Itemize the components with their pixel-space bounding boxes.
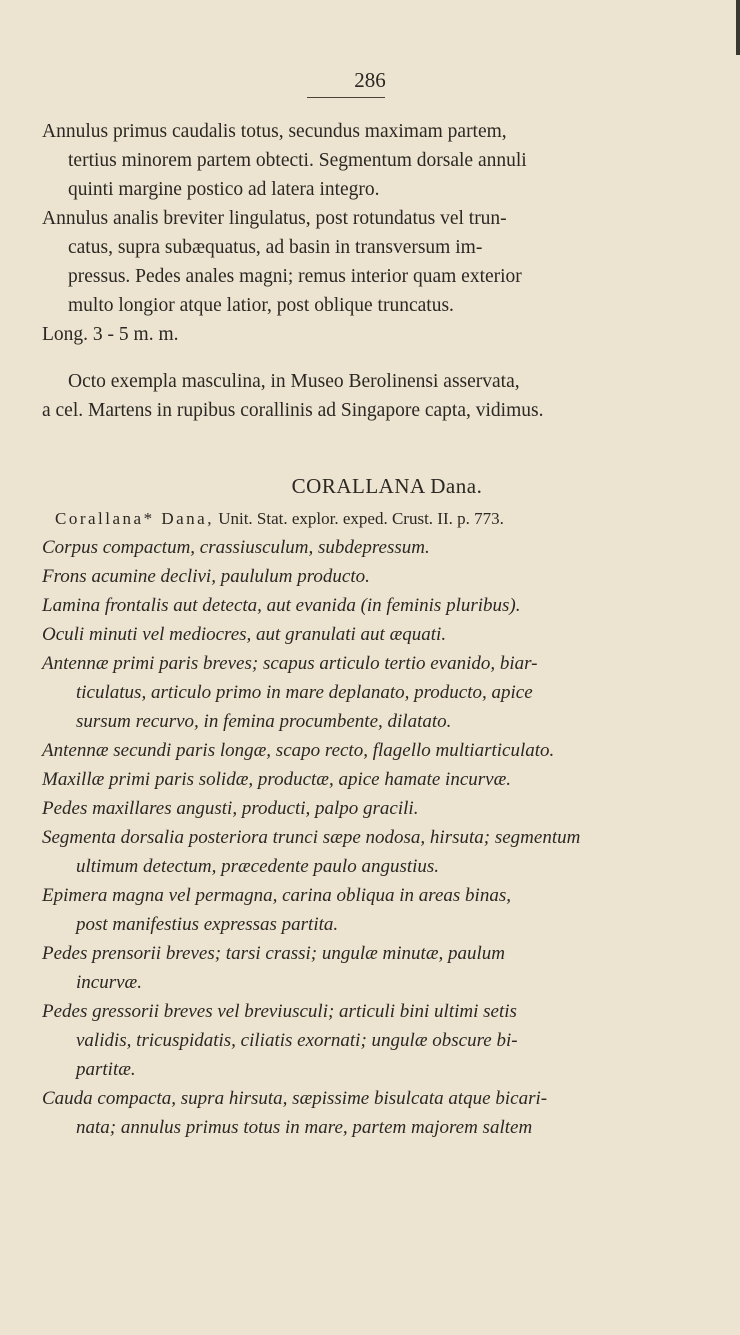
description-line: Corpus compactum, crassiusculum, subdepressum. <box>42 537 430 558</box>
text-line: Annulus primus caudalis totus, secundus maximam partem, <box>42 121 507 142</box>
page-number-rule <box>307 97 385 98</box>
description-line: sursum recurvo, in femina procumbente, dilatato. <box>76 711 452 732</box>
description-line: nata; annulus primus totus in mare, partem majorem saltem <box>76 1117 533 1138</box>
description-line: Antennæ secundi paris longæ, scapo recto, flagello multiarticulato. <box>42 740 555 761</box>
genus-heading: CORALLANA Dana. <box>291 474 483 498</box>
text-line: Octo exempla masculina, in Museo Berolinensi asservata, <box>68 371 520 392</box>
reference-author: Corallana* Dana, <box>55 509 214 528</box>
description-line: partitæ. <box>76 1059 136 1080</box>
text-line: pressus. Pedes anales magni; remus interior quam exterior <box>68 266 522 287</box>
text-line: tertius minorem partem obtecti. Segmentum dorsale annuli <box>68 150 527 171</box>
description-line: validis, tricuspidatis, ciliatis exornati; ungulæ obscure bi- <box>76 1030 518 1051</box>
description-line: ticulatus, articulo primo in mare deplanato, producto, apice <box>76 682 533 703</box>
description-line: Lamina frontalis aut detecta, aut evanida (in feminis pluribus). <box>42 595 521 616</box>
genus-reference <box>42 505 702 533</box>
description-line: post manifestius expressas partita. <box>76 914 339 935</box>
text-line: a cel. Martens in rupibus corallinis ad Singapore capta, vidimus. <box>42 400 544 421</box>
description-line: Cauda compacta, supra hirsuta, sæpissime bisulcata atque bicari- <box>42 1088 548 1109</box>
description-line: Segmenta dorsalia posteriora trunci sæpe nodosa, hirsuta; segmentum <box>42 827 581 848</box>
description-line: Oculi minuti vel mediocres, aut granulati aut æquati. <box>42 624 447 645</box>
text-line: quinti margine postico ad latera integro. <box>68 179 380 200</box>
text-line: multo longior atque latior, post oblique truncatus. <box>68 295 454 316</box>
description-line: Pedes maxillares angusti, producti, palpo gracili. <box>42 798 419 819</box>
page-text <box>42 117 702 1142</box>
description-line: Pedes prensorii breves; tarsi crassi; ungulæ minutæ, paulum <box>42 943 506 964</box>
description-line: Epimera magna vel permagna, carina obliqua in areas binas, <box>42 885 511 906</box>
description-line: ultimum detectum, præcedente paulo angustius. <box>76 856 440 877</box>
description-line: Maxillæ primi paris solidæ, productæ, apice hamate incurvæ. <box>42 769 511 790</box>
genus-description <box>42 533 702 1142</box>
paragraph-exempla <box>42 367 702 425</box>
page-number: 286 <box>354 68 386 92</box>
text-line: Annulus analis breviter lingulatus, post rotundatus vel trun- <box>42 208 507 229</box>
reference-citation: Unit. Stat. explor. exped. Crust. II. p. 773. <box>213 509 504 528</box>
text-line: catus, supra subæquatus, ad basin in transversum im- <box>68 237 483 258</box>
text-line: Long. 3 - 5 m. m. <box>42 324 179 345</box>
description-line: incurvæ. <box>76 972 142 993</box>
description-line: Antennæ primi paris breves; scapus articulo tertio evanido, biar- <box>42 653 538 674</box>
description-line: Frons acumine declivi, paululum producto. <box>42 566 370 587</box>
page-binding-edge <box>736 0 740 55</box>
paragraph-annulus <box>42 117 702 349</box>
description-line: Pedes gressorii breves vel breviusculi; articuli bini ultimi setis <box>42 1001 517 1022</box>
